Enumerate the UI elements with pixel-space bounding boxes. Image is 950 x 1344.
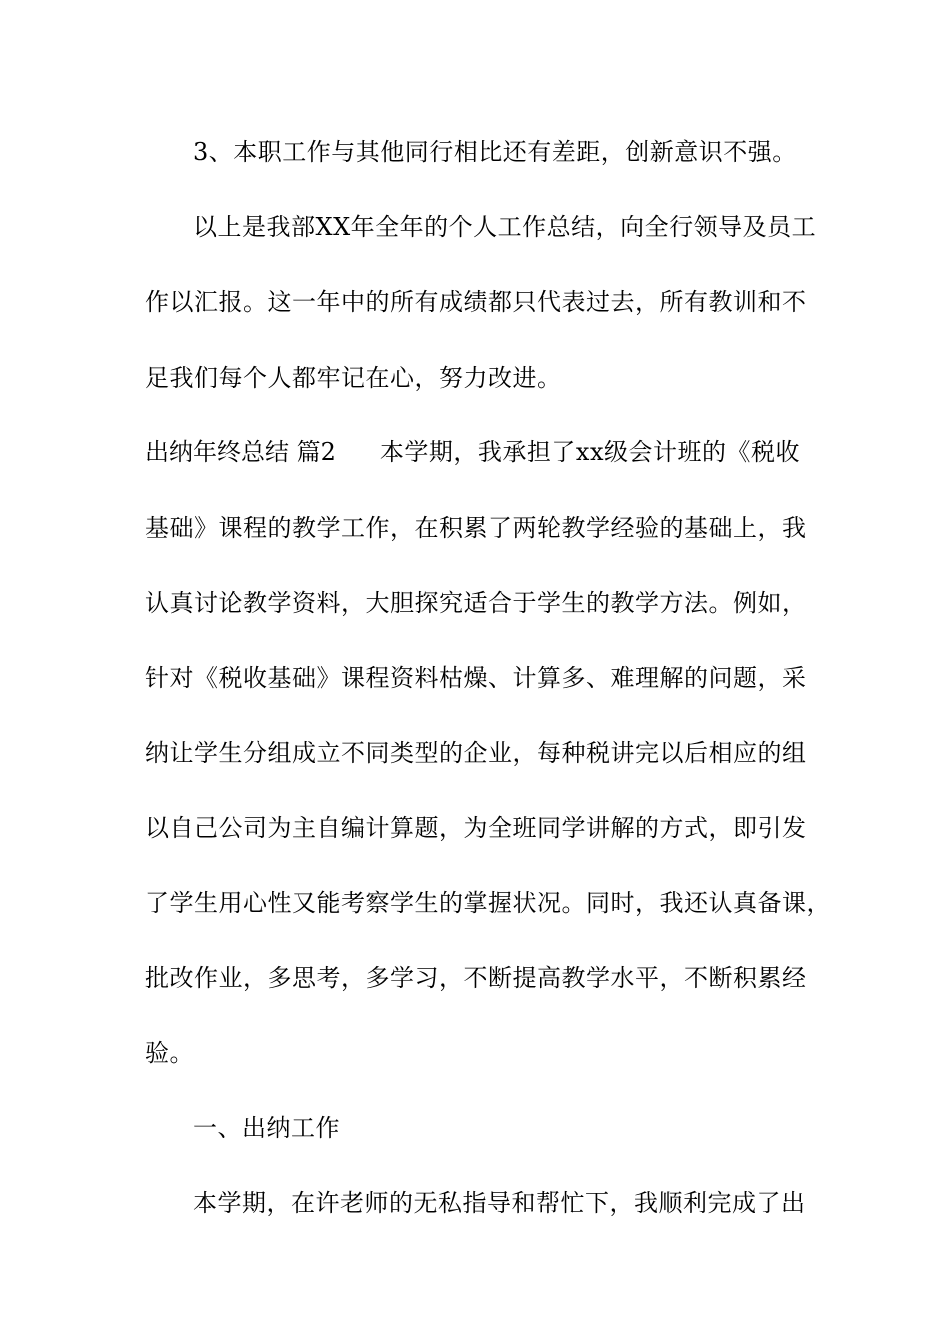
paragraph-line: 基础》课程的教学工作，在积累了两轮教学经验的基础上，我 bbox=[145, 514, 807, 542]
paragraph-line: 以自己公司为主自编计算题，为全班同学讲解的方式，即引发 bbox=[145, 814, 807, 842]
paragraph-line: 以上是我部XX年全年的个人工作总结，向全行领导及员工 bbox=[193, 213, 817, 241]
paragraph-line: 作以汇报。这一年中的所有成绩都只代表过去，所有教训和不 bbox=[145, 288, 807, 316]
paragraph-line: 足我们每个人都牢记在心，努力改进。 bbox=[145, 364, 562, 392]
subheading: 一、出纳工作 bbox=[193, 1114, 340, 1142]
paragraph-line: 认真讨论教学资料，大胆探究适合于学生的教学方法。例如， bbox=[145, 589, 807, 617]
paragraph-line: 验。 bbox=[145, 1039, 194, 1067]
section-heading-line bbox=[145, 436, 835, 468]
paragraph-line: 纳让学生分组成立不同类型的企业，每种税讲完以后相应的组 bbox=[145, 739, 807, 767]
paragraph-line: 了学生用心性又能考察学生的掌握状况。同时，我还认真备课， bbox=[145, 889, 831, 917]
section-heading: 出纳年终总结 篇2 bbox=[145, 438, 336, 466]
paragraph-line: 本学期，在许老师的无私指导和帮忙下，我顺利完成了出 bbox=[193, 1189, 806, 1217]
paragraph-line: 批改作业，多思考，多学习，不断提高教学水平，不断积累经 bbox=[145, 964, 807, 992]
paragraph-line: 本学期，我承担了xx级会计班的《税收 bbox=[379, 438, 800, 466]
paragraph-line: 针对《税收基础》课程资料枯燥、计算多、难理解的问题，采 bbox=[145, 664, 807, 692]
paragraph-line: 3、本职工作与其他同行相比还有差距，创新意识不强。 bbox=[193, 138, 797, 166]
